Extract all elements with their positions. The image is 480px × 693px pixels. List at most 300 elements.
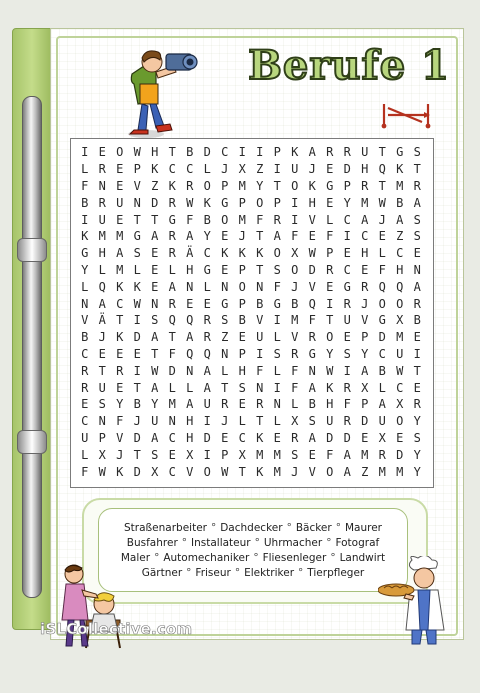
grid-letter: K (291, 145, 299, 160)
grid-letter: Q (98, 279, 106, 294)
grid-letter: J (116, 447, 124, 462)
grid-letter: E (378, 229, 386, 244)
grid-letter: V (361, 313, 369, 328)
grid-letter: T (273, 178, 281, 193)
grid-letter: U (98, 212, 106, 227)
grid-letter: K (203, 195, 211, 210)
grid-letter: N (273, 397, 281, 412)
grid-letter: X (291, 246, 299, 261)
grid-letter: F (256, 212, 264, 227)
word-separator: ° (181, 536, 188, 549)
grid-letter: F (273, 279, 281, 294)
grid-letter: Y (361, 346, 369, 361)
grid-letter: M (378, 464, 386, 479)
grid-letter: O (291, 178, 299, 193)
grid-letter: R (203, 330, 211, 345)
grid-letter: G (273, 296, 281, 311)
grid-letter: N (256, 380, 264, 395)
word-separator: ° (210, 521, 217, 534)
grid-letter: H (361, 246, 369, 261)
grid-letter: A (413, 279, 421, 294)
word-list-item: Landwirt (339, 551, 386, 564)
grid-letter: I (203, 414, 211, 429)
grid-letter: P (238, 296, 246, 311)
grid-letter: F (326, 447, 334, 462)
grid-letter: H (238, 363, 246, 378)
grid-letter: M (396, 464, 404, 479)
grid-letter: B (81, 330, 89, 345)
grid-letter: T (413, 363, 421, 378)
grid-letter: N (168, 414, 176, 429)
grid-letter: F (291, 380, 299, 395)
grid-letter: N (133, 195, 141, 210)
grid-letter: Z (151, 178, 159, 193)
grid-letter: G (378, 313, 386, 328)
grid-letter: T (168, 330, 176, 345)
grid-letter: J (221, 162, 229, 177)
grid-letter: M (396, 178, 404, 193)
grid-letter: C (361, 229, 369, 244)
grid-letter: E (273, 430, 281, 445)
grid-letter: A (361, 363, 369, 378)
grid-letter: M (273, 447, 281, 462)
grid-letter: A (186, 397, 194, 412)
grid-letter: H (186, 430, 194, 445)
grid-letter: P (133, 162, 141, 177)
grid-letter: E (361, 430, 369, 445)
grid-letter: R (256, 397, 264, 412)
grid-letter: I (256, 145, 264, 160)
grid-letter: A (116, 246, 124, 261)
grid-letter: E (151, 279, 159, 294)
grid-letter: E (238, 330, 246, 345)
grid-letter: W (221, 464, 229, 479)
grid-letter: J (291, 279, 299, 294)
word-separator: ° (234, 566, 241, 579)
grid-letter: H (308, 195, 316, 210)
grid-letter: L (378, 246, 386, 261)
grid-letter: P (361, 397, 369, 412)
grid-letter: D (378, 330, 386, 345)
grid-letter: C (203, 246, 211, 261)
grid-letter: B (308, 397, 316, 412)
grid-letter: H (396, 262, 404, 277)
grid-letter: A (308, 380, 316, 395)
grid-letter: F (291, 363, 299, 378)
grid-letter: X (151, 464, 159, 479)
word-list-item: Busfahrer (126, 536, 178, 549)
grid-letter: U (81, 430, 89, 445)
grid-letter: K (151, 162, 159, 177)
grid-letter: L (98, 262, 106, 277)
grid-letter: L (378, 380, 386, 395)
grid-letter: M (291, 313, 299, 328)
grid-letter: E (326, 195, 334, 210)
grid-letter: E (186, 296, 194, 311)
grid-letter: R (168, 246, 176, 261)
word-list-row (121, 552, 385, 564)
grid-letter: J (291, 464, 299, 479)
grid-letter: J (238, 229, 246, 244)
grid-letter: R (326, 262, 334, 277)
word-list-item: Fliesenleger (262, 551, 327, 564)
grid-letter: A (378, 397, 386, 412)
grid-letter: A (98, 296, 106, 311)
grid-letter: P (326, 246, 334, 261)
grid-letter: I (273, 162, 281, 177)
grid-letter: D (308, 262, 316, 277)
grid-letter: U (343, 313, 351, 328)
grid-letter: O (378, 296, 386, 311)
grid-letter: Y (203, 229, 211, 244)
grid-letter: E (326, 279, 334, 294)
grid-letter: V (308, 212, 316, 227)
grid-letter: W (326, 363, 334, 378)
grid-letter: L (238, 414, 246, 429)
grid-letter: R (343, 380, 351, 395)
grid-letter: R (291, 346, 299, 361)
grid-letter: A (396, 212, 404, 227)
grid-letter: M (396, 330, 404, 345)
grid-letter: V (186, 464, 194, 479)
grid-letter: I (81, 212, 89, 227)
grid-letter: J (308, 162, 316, 177)
grid-letter: E (361, 262, 369, 277)
grid-letter: L (273, 330, 281, 345)
grid-letter: R (186, 178, 194, 193)
grid-letter: C (238, 430, 246, 445)
grid-letter: D (168, 363, 176, 378)
grid-letter: C (378, 346, 386, 361)
grid-letter: E (308, 229, 316, 244)
grid-letter: P (221, 178, 229, 193)
grid-letter: Z (361, 464, 369, 479)
grid-letter: K (256, 464, 264, 479)
grid-letter: T (378, 145, 386, 160)
word-separator: ° (186, 566, 192, 579)
grid-letter: R (413, 296, 421, 311)
grid-letter: B (186, 145, 194, 160)
grid-letter: S (133, 246, 141, 261)
grid-letter: Z (256, 162, 264, 177)
grid-letter: O (273, 246, 281, 261)
grid-letter: T (133, 380, 141, 395)
grid-letter: L (133, 262, 141, 277)
grid-letter: H (361, 162, 369, 177)
grid-letter: I (273, 313, 281, 328)
grid-letter: S (238, 380, 246, 395)
grid-letter: S (413, 145, 421, 160)
grid-letter: Y (413, 414, 421, 429)
grid-letter: N (221, 279, 229, 294)
grid-letter: S (343, 346, 351, 361)
word-list-row (124, 522, 382, 534)
grid-letter: Z (396, 229, 404, 244)
word-list (98, 508, 408, 592)
grid-letter: C (168, 464, 176, 479)
grid-letter: M (116, 229, 124, 244)
grid-letter: Ä (186, 246, 194, 261)
grid-letter: T (238, 464, 246, 479)
grid-letter: N (186, 363, 194, 378)
grid-letter: S (413, 229, 421, 244)
grid-letter: B (396, 195, 404, 210)
word-list-item: Maler (120, 551, 151, 564)
grid-letter: E (116, 380, 124, 395)
grid-letter: A (186, 330, 194, 345)
grid-letter: O (256, 195, 264, 210)
grid-letter: A (203, 380, 211, 395)
grid-letter: Q (378, 162, 386, 177)
word-list-item: Elektriker (244, 566, 295, 579)
grid-letter: Q (168, 313, 176, 328)
grid-letter: Y (326, 346, 334, 361)
grid-letter: D (343, 162, 351, 177)
grid-letter: I (133, 363, 141, 378)
grid-letter: D (326, 430, 334, 445)
grid-letter: X (396, 313, 404, 328)
word-list-item: Straßenarbeiter (124, 521, 207, 534)
grid-letter: F (343, 397, 351, 412)
grid-letter: X (291, 414, 299, 429)
grid-letter: B (81, 195, 89, 210)
grid-letter: S (291, 447, 299, 462)
grid-letter: N (98, 414, 106, 429)
grid-letter: A (343, 447, 351, 462)
grid-letter: K (256, 246, 264, 261)
grid-letter: C (343, 262, 351, 277)
grid-letter: J (378, 212, 386, 227)
word-list-item: Gärtner (141, 566, 183, 579)
grid-letter: E (413, 380, 421, 395)
grid-letter: G (221, 195, 229, 210)
grid-letter: L (273, 414, 281, 429)
grid-letter: I (273, 380, 281, 395)
grid-letter: P (273, 145, 281, 160)
grid-letter: L (273, 363, 281, 378)
grid-letter: R (116, 363, 124, 378)
grid-letter: M (238, 212, 246, 227)
grid-letter: T (221, 380, 229, 395)
grid-letter: L (81, 447, 89, 462)
grid-letter: A (151, 430, 159, 445)
grid-letter: H (186, 262, 194, 277)
grid-letter: P (361, 330, 369, 345)
grid-letter: O (221, 212, 229, 227)
word-list-row (142, 567, 365, 579)
grid-letter: P (238, 346, 246, 361)
grid-letter: D (133, 330, 141, 345)
grid-letter: M (273, 464, 281, 479)
grid-letter: Q (396, 279, 404, 294)
grid-letter: L (81, 162, 89, 177)
grid-letter: M (116, 262, 124, 277)
grid-letter: E (308, 447, 316, 462)
grid-letter: E (151, 262, 159, 277)
grid-letter: B (203, 212, 211, 227)
grid-letter: D (203, 145, 211, 160)
grid-letter: S (273, 346, 281, 361)
grid-letter: A (308, 430, 316, 445)
grid-letter: K (308, 178, 316, 193)
grid-letter: D (343, 430, 351, 445)
grid-letter: R (81, 380, 89, 395)
grid-letter: X (378, 430, 386, 445)
binder-clip-bottom (17, 430, 47, 454)
grid-letter: T (256, 229, 264, 244)
grid-letter: Y (343, 195, 351, 210)
grid-letter: L (221, 363, 229, 378)
grid-letter: O (291, 262, 299, 277)
grid-letter: N (413, 262, 421, 277)
grid-letter: M (98, 229, 106, 244)
grid-letter: S (221, 313, 229, 328)
grid-letter: Q (378, 279, 386, 294)
grid-letter: W (186, 195, 194, 210)
grid-letter: R (343, 145, 351, 160)
grid-letter: A (151, 330, 159, 345)
grid-letter: E (98, 346, 106, 361)
grid-letter: W (98, 464, 106, 479)
grid-letter: Q (186, 313, 194, 328)
grid-letter: O (396, 296, 404, 311)
grid-letter: V (133, 178, 141, 193)
grid-letter: K (116, 279, 124, 294)
grid-letter: S (413, 212, 421, 227)
grid-letter: D (133, 464, 141, 479)
grid-letter: Y (413, 464, 421, 479)
grid-letter: R (378, 447, 386, 462)
grid-letter: X (238, 162, 246, 177)
grid-letter: K (116, 330, 124, 345)
grid-letter: S (151, 313, 159, 328)
word-list-row (127, 537, 379, 549)
grid-letter: T (168, 145, 176, 160)
grid-letter: F (291, 229, 299, 244)
grid-letter: R (203, 313, 211, 328)
grid-letter: L (291, 397, 299, 412)
grid-letter: D (151, 195, 159, 210)
grid-letter: J (361, 296, 369, 311)
grid-letter: N (308, 363, 316, 378)
grid-letter: U (116, 195, 124, 210)
grid-letter: Y (256, 178, 264, 193)
grid-letter: W (378, 195, 386, 210)
grid-letter: A (361, 212, 369, 227)
grid-letter: P (273, 195, 281, 210)
grid-letter: V (256, 313, 264, 328)
grid-letter: G (396, 145, 404, 160)
grid-letter: T (256, 414, 264, 429)
grid-letter: I (326, 296, 334, 311)
binder-clip-top (17, 238, 47, 262)
grid-letter: Y (116, 397, 124, 412)
grid-letter: K (81, 229, 89, 244)
grid-letter: T (151, 346, 159, 361)
grid-letter: U (291, 162, 299, 177)
grid-letter: U (326, 414, 334, 429)
grid-letter: V (81, 313, 89, 328)
grid-letter: U (361, 145, 369, 160)
grid-letter: E (326, 162, 334, 177)
word-separator: ° (154, 551, 160, 564)
grid-letter: K (396, 162, 404, 177)
word-list-item: Maurer (344, 521, 382, 534)
word-list-item: Tierpfleger (307, 566, 365, 579)
grid-letter: M (361, 447, 369, 462)
grid-letter: C (396, 380, 404, 395)
grid-letter: O (238, 279, 246, 294)
grid-letter: B (238, 313, 246, 328)
grid-letter: R (326, 145, 334, 160)
grid-letter: S (308, 414, 316, 429)
grid-letter: T (413, 162, 421, 177)
grid-letter: K (326, 380, 334, 395)
grid-letter: C (396, 246, 404, 261)
grid-letter: O (203, 464, 211, 479)
word-separator: ° (253, 551, 259, 564)
grid-letter: R (308, 330, 316, 345)
word-list-item: Fotograf (335, 536, 380, 549)
grid-letter: M (361, 195, 369, 210)
grid-letter: P (221, 447, 229, 462)
word-separator: ° (298, 566, 304, 579)
grid-letter: U (151, 414, 159, 429)
grid-letter: A (343, 464, 351, 479)
grid-letter: C (186, 162, 194, 177)
grid-letter: Y (81, 262, 89, 277)
grid-letter: E (343, 330, 351, 345)
grid-letter: W (308, 246, 316, 261)
grid-letter: A (273, 229, 281, 244)
photographer-illustration (116, 44, 202, 140)
grid-letter: M (256, 447, 264, 462)
grid-letter: A (151, 229, 159, 244)
grid-letter: X (186, 447, 194, 462)
grid-letter: E (413, 330, 421, 345)
grid-letter: I (291, 195, 299, 210)
binder-rod (22, 96, 42, 598)
grid-letter: H (186, 414, 194, 429)
grid-letter: R (81, 363, 89, 378)
grid-letter: B (256, 296, 264, 311)
grid-letter: O (396, 414, 404, 429)
grid-letter: F (326, 229, 334, 244)
grid-letter: K (133, 279, 141, 294)
grid-letter: G (308, 346, 316, 361)
grid-letter: G (221, 296, 229, 311)
grid-letter: A (186, 229, 194, 244)
grid-letter: T (133, 212, 141, 227)
grid-letter: J (98, 330, 106, 345)
word-separator: ° (330, 551, 336, 564)
grid-letter: C (81, 346, 89, 361)
grid-letter: Z (221, 330, 229, 345)
grid-letter: C (168, 162, 176, 177)
grid-letter: C (221, 145, 229, 160)
grid-letter: V (308, 464, 316, 479)
grid-letter: C (343, 212, 351, 227)
grid-letter: M (238, 178, 246, 193)
grid-letter: C (116, 296, 124, 311)
grid-letter: R (221, 397, 229, 412)
grid-letter: F (81, 178, 89, 193)
grid-letter: R (291, 430, 299, 445)
word-list-item: Uhrmacher (263, 536, 323, 549)
grid-letter: R (168, 296, 176, 311)
grid-letter: K (221, 246, 229, 261)
grid-letter: B (378, 363, 386, 378)
